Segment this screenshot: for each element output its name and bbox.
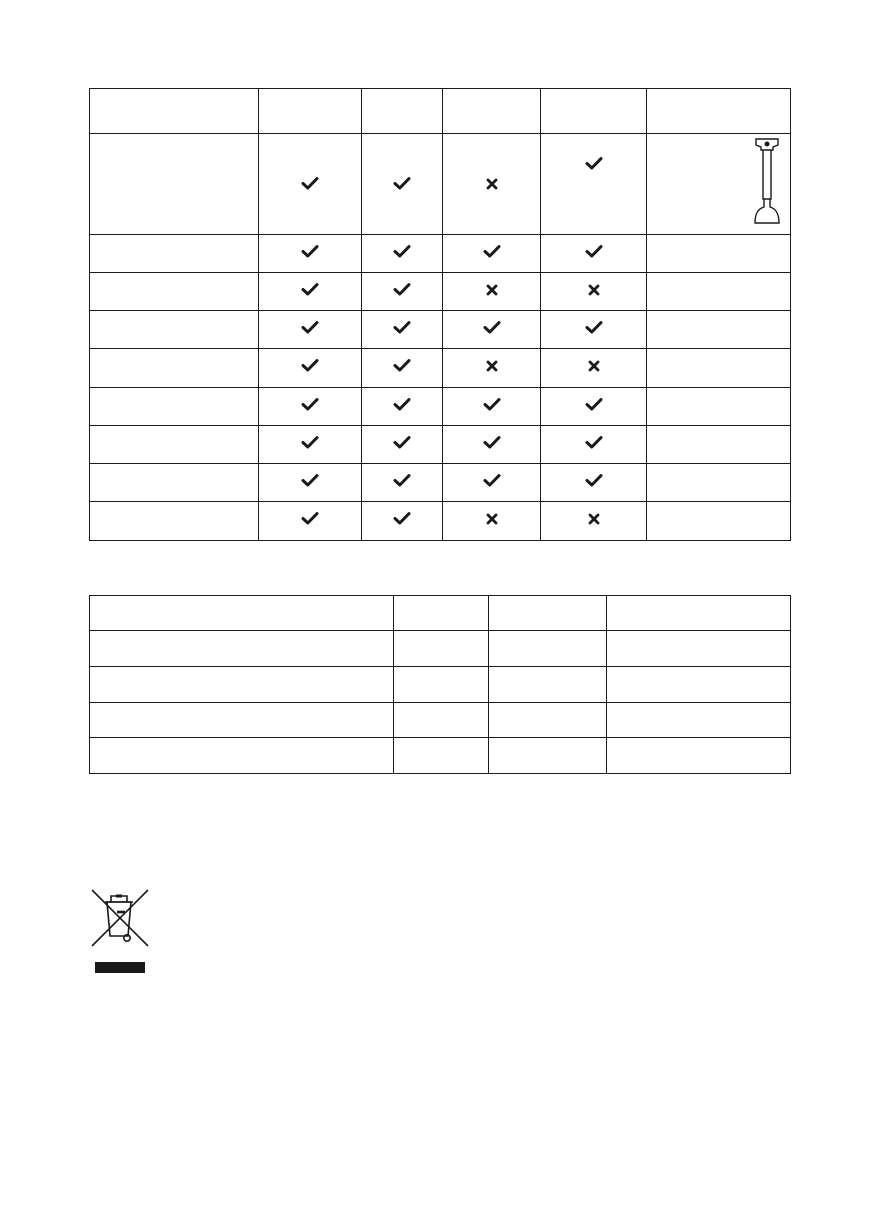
features-header-row (90, 89, 791, 134)
features-header-cell (362, 89, 443, 134)
specs-cell (607, 667, 791, 703)
mark-cell (362, 388, 443, 426)
mark-cell (541, 349, 647, 388)
mark-cell (362, 273, 443, 311)
specs-cell (90, 631, 394, 667)
check-icon (393, 320, 411, 335)
features-header-cell (541, 89, 647, 134)
feature-label (90, 349, 259, 388)
mark-cell (259, 134, 362, 235)
check-icon (585, 435, 603, 450)
check-icon (301, 282, 319, 297)
check-icon (585, 320, 603, 335)
mark-cell (443, 134, 541, 235)
feature-note (647, 134, 791, 235)
check-icon (301, 397, 319, 412)
mark-cell (362, 311, 443, 349)
mark-cell (259, 426, 362, 464)
check-icon (393, 435, 411, 450)
check-icon (585, 244, 603, 259)
specs-cell (489, 703, 607, 738)
specs-cell (90, 667, 394, 703)
feature-label (90, 311, 259, 349)
feature-note (647, 349, 791, 388)
mark-cell (259, 311, 362, 349)
features-table (89, 88, 791, 541)
mark-cell (259, 388, 362, 426)
cross-icon (486, 284, 498, 296)
specs-cell (90, 596, 394, 631)
check-icon (585, 397, 603, 412)
specs-row (90, 631, 791, 667)
check-icon (301, 244, 319, 259)
specs-cell (489, 596, 607, 631)
check-icon (393, 282, 411, 297)
specs-row (90, 596, 791, 631)
specs-cell (90, 738, 394, 774)
mark-cell (362, 426, 443, 464)
mark-cell (259, 349, 362, 388)
mark-cell (443, 273, 541, 311)
feature-label (90, 464, 259, 502)
mark-cell (541, 273, 647, 311)
hand-blender-attachment-icon (752, 137, 782, 227)
mark-cell (362, 464, 443, 502)
mark-cell (443, 388, 541, 426)
feature-note (647, 464, 791, 502)
specs-cell (607, 631, 791, 667)
specs-row (90, 667, 791, 703)
mark-cell (443, 235, 541, 273)
check-icon (301, 435, 319, 450)
mark-cell (362, 235, 443, 273)
features-row (90, 311, 791, 349)
feature-note (647, 388, 791, 426)
check-icon (393, 358, 411, 373)
specs-cell (607, 703, 791, 738)
mark-cell (443, 502, 541, 541)
specs-cell (394, 631, 489, 667)
specs-row (90, 738, 791, 774)
feature-label (90, 273, 259, 311)
specs-cell (489, 738, 607, 774)
specs-row (90, 703, 791, 738)
mark-cell (362, 134, 443, 235)
mark-cell (443, 426, 541, 464)
specs-cell (607, 596, 791, 631)
mark-cell (443, 464, 541, 502)
feature-note (647, 311, 791, 349)
check-icon (483, 397, 501, 412)
feature-note (647, 273, 791, 311)
features-header-cell (647, 89, 791, 134)
mark-cell (541, 311, 647, 349)
specs-cell (394, 738, 489, 774)
features-row (90, 426, 791, 464)
feature-label (90, 235, 259, 273)
specs-cell (394, 667, 489, 703)
check-icon (483, 473, 501, 488)
feature-label (90, 388, 259, 426)
mark-cell (443, 349, 541, 388)
features-row (90, 502, 791, 541)
mark-cell (259, 235, 362, 273)
check-icon (483, 320, 501, 335)
feature-note (647, 502, 791, 541)
features-header-cell (90, 89, 259, 134)
mark-cell (541, 134, 647, 235)
check-icon (301, 511, 319, 526)
features-header-cell (259, 89, 362, 134)
cross-icon (588, 513, 600, 525)
check-icon (301, 176, 319, 191)
feature-note (647, 235, 791, 273)
mark-cell (541, 388, 647, 426)
features-row (90, 388, 791, 426)
check-icon (483, 435, 501, 450)
mark-cell (443, 311, 541, 349)
check-icon (393, 244, 411, 259)
check-icon (393, 511, 411, 526)
check-icon (483, 244, 501, 259)
features-row (90, 235, 791, 273)
specs-cell (607, 738, 791, 774)
features-row (90, 349, 791, 388)
specs-cell (394, 703, 489, 738)
features-row (90, 273, 791, 311)
features-header-cell (443, 89, 541, 134)
cross-icon (486, 513, 498, 525)
check-icon (301, 358, 319, 373)
specs-cell (489, 631, 607, 667)
specs-cell (489, 667, 607, 703)
weee-disposal-symbol (80, 882, 158, 977)
features-row (90, 134, 791, 235)
mark-cell (259, 502, 362, 541)
mark-cell (541, 464, 647, 502)
check-icon (393, 397, 411, 412)
feature-label (90, 502, 259, 541)
check-icon (301, 473, 319, 488)
check-icon (585, 156, 603, 171)
feature-note (647, 426, 791, 464)
cross-icon (486, 178, 498, 190)
cross-icon (588, 284, 600, 296)
specs-cell (394, 596, 489, 631)
crossed-out-wheelie-bin-icon (80, 882, 158, 977)
features-row (90, 464, 791, 502)
mark-cell (362, 349, 443, 388)
mark-cell (259, 464, 362, 502)
check-icon (393, 176, 411, 191)
cross-icon (588, 360, 600, 372)
specs-cell (90, 703, 394, 738)
feature-label (90, 426, 259, 464)
feature-label (90, 134, 259, 235)
mark-cell (541, 502, 647, 541)
check-icon (393, 473, 411, 488)
mark-cell (541, 235, 647, 273)
specifications-table (89, 595, 791, 774)
check-icon (301, 320, 319, 335)
mark-cell (259, 273, 362, 311)
mark-cell (362, 502, 443, 541)
mark-cell (541, 426, 647, 464)
cross-icon (486, 360, 498, 372)
check-icon (585, 473, 603, 488)
